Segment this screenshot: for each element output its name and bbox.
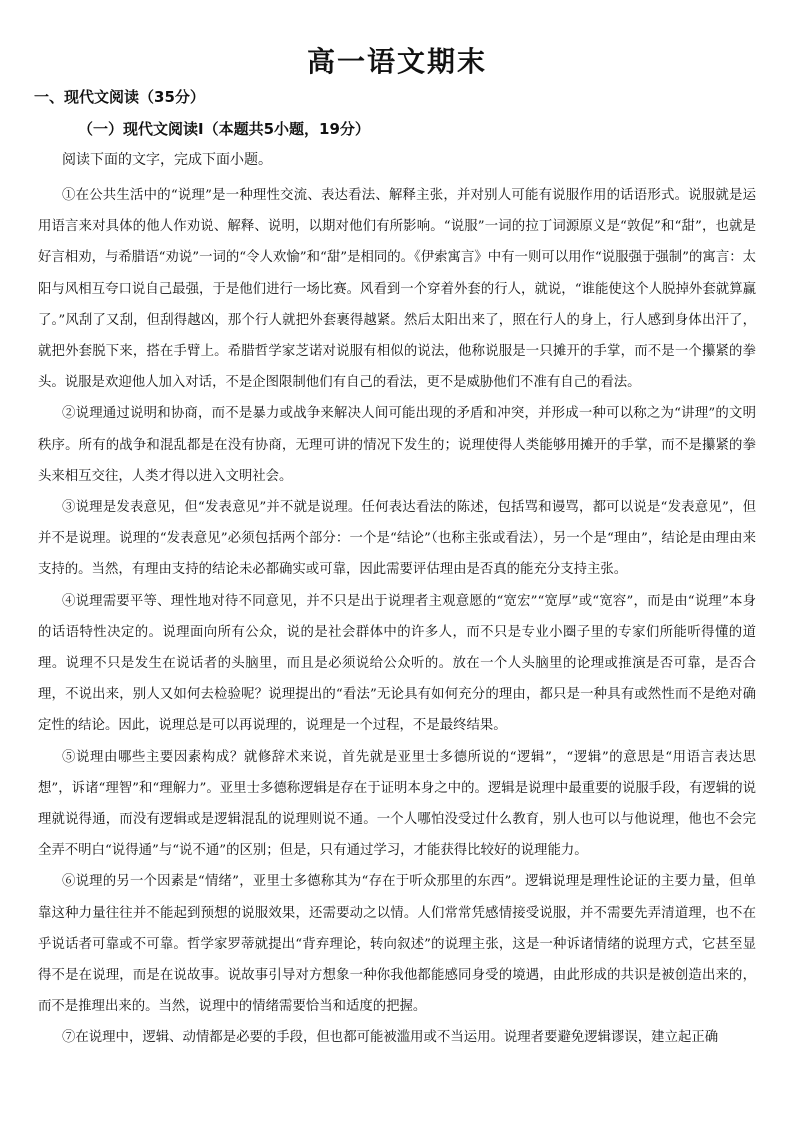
paragraph-7: ⑦在说理中，逻辑、动情都是必要的手段，但也都可能被滥用或不当运用。说理者要避免逻辑谬误，建立起正确 (62, 1030, 719, 1046)
section-heading: 一、现代文阅读（35分） (34, 88, 205, 106)
reading-instruction: 阅读下面的文字，完成下面小题。 (62, 152, 272, 168)
paragraph-6: ⑥说理的另一个因素是“情绪”，亚里士多德称其为“存在于听众那里的东西”。逻辑说理是理性论证的主要力量，但单靠这种力量往往并不能起到预想的说服效果，还需要动之以情。人们常常凭感情接受说服，并不需要先弄清道理，也不在乎说话者可靠或不可靠。哲学家罗蒂就提出“背弃理论，转向叙述”的说理主张，这是一种诉诸情绪的说理方式，它甚至显得不是在说理，而是在说故事。说故事引导对方想象一种你我他都能感同身受的境遇，由此形成的共识是被创造出来的，而不是推理出来的。当然，说理中的情绪需要恰当和适度的把握。 (38, 874, 756, 1015)
reading-passage (38, 180, 756, 1054)
document-title: 高一语文期末 (306, 45, 487, 78)
subsection-heading: （一）现代文阅读Ⅰ（本题共5小题，19分） (78, 120, 370, 138)
paragraph-5: ⑤说理由哪些主要因素构成？就修辞术来说，首先就是亚里士多德所说的“逻辑”，“逻辑”的意思是“用语言表达思想”，诉诸“理智”和“理解力”。亚里士多德称逻辑是存在于证明本身之中的。逻辑是说理中最重要的说服手段，有逻辑的说理就说得通，而没有逻辑或是逻辑混乱的说理则说不通。一个人哪怕没受过什么教育，别人也可以与他说理，他也不会完全弄不明白“说得通”与“说不通”的区别；但是，只有通过学习，才能获得比较好的说理能力。 (38, 749, 756, 859)
paragraph-4: ④说理需要平等、理性地对待不同意见，并不只是出于说理者主观意愿的“宽宏”“宽厚”或“宽容”，而是由“说理”本身的话语特性决定的。说理面向所有公众，说的是社会群体中的许多人，而不只是专业小圈子里的专家们所能听得懂的道理。说理不只是发生在说话者的头脑里，而且是必须说给公众听的。放在一个人头脑里的论理或推演是否可靠，是否合理，不说出来，别人又如何去检验呢？说理提出的“看法”无论具有如何充分的理由，都只是一种具有或然性而不是绝对确定性的结论。因此，说理总是可以再说理的，说理是一个过程，不是最终结果。 (38, 593, 756, 734)
paragraph-1: ①在公共生活中的“说理”是一种理性交流、表达看法、解释主张，并对别人可能有说服作用的话语形式。说服就是运用语言来对具体的他人作劝说、解释、说明，以期对他们有所影响。“说服”一词的拉丁词源原义是“敦促”和“甜”，也就是好言相劝，与希腊语“劝说”一词的“令人欢愉”和“甜”是相同的。《伊索寓言》中有一则可以用作“说服强于强制”的寓言：太阳与风相互夸口说自己最强，于是他们进行一场比赛。风看到一个穿着外套的行人，就说，“谁能使这个人脱掉外套就算赢了。”风刮了又刮，但刮得越凶，那个行人就把外套裹得越紧。然后太阳出来了，照在行人的身上，行人感到身体出汗了，就把外套脱下来，搭在手臂上。希腊哲学家芝诺对说服有相似的说法，他称说服是一只摊开的手掌，而不是一个攥紧的拳头。说服是欢迎他人加入对话，不是企图限制他们有自己的看法，更不是威胁他们不准有自己的看法。 (38, 188, 756, 391)
paragraph-2: ②说理通过说明和协商，而不是暴力或战争来解决人间可能出现的矛盾和冲突，并形成一种可以称之为“讲理”的文明秩序。所有的战争和混乱都是在没有协商，无理可讲的情况下发生的；说理使得人类能够用摊开的手掌，而不是攥紧的拳头来相互交往，人类才得以进入文明社会。 (38, 406, 756, 484)
paragraph-3: ③说理是发表意见，但“发表意见”并不就是说理。任何表达看法的陈述，包括骂和谩骂，都可以说是“发表意见”，但并不是说理。说理的“发表意见”必须包括两个部分：一个是“结论”（也称主张或看法），另一个是“理由”，结论是由理由来支持的。当然，有理由支持的结论未必都确实或可靠，因此需要评估理由是否真的能充分支持主张。 (38, 500, 756, 578)
